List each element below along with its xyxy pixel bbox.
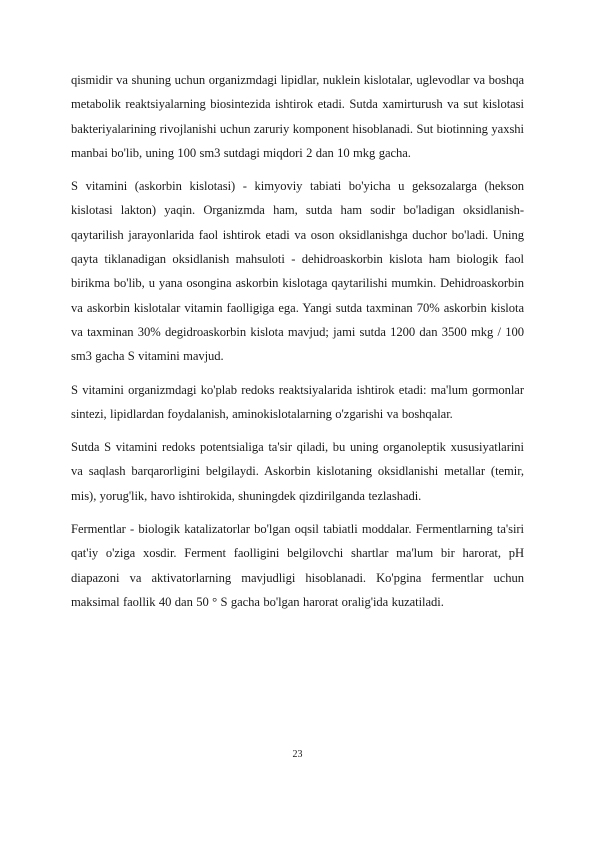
document-page-body: [71, 68, 524, 623]
paragraph-vitamin-c-milk: Sutda S vitamini redoks potentsialiga ta'sir qiladi, bu uning organoleptik xususiyatlarini va saqlash barqarorligini belgilaydi. Askorbin kislotaning oksidlanishi metallar (temir, mis), yorug'lik, havo ishtirokida, shuningdek qizdirilganda tezlashadi.: [71, 440, 524, 503]
paragraph-vitamin-c-redox: S vitamini organizmdagi ko'plab redoks reaktsiyalarida ishtirok etadi: ma'lum gormonlar sintezi, lipidlardan foydalanish, aminokislotalarning o'zgarishi va boshqalar.: [71, 382, 524, 421]
paragraph-enzymes: Fermentlar - biologik katalizatorlar bo'lgan oqsil tabiatli moddalar. Fermentlarning ta'siri qat'iy o'ziga xosdir. Ferment faolligini belgilovchi shartlar ma'lum bir harorat, pH diapazoni va aktivatorlarning mavjudligi hisoblanadi. Ko'pgina fermentlar uchun maksimal faollik 40 dan 50 ° S gacha bo'lgan harorat oralig'ida kuzatiladi.: [71, 522, 524, 609]
paragraph-biotin: qismidir va shuning uchun organizmdagi lipidlar, nuklein kislotalar, uglevodlar va boshqa metabolik reaktsiyalarning biosintezida ishtirok etadi. Sutda xamirturush va sut kislotasi bakteriyalarining rivojlanishi uchun zaruriy komponent hisoblanadi. Sut biotinning yaxshi manbai bo'lib, uning 100 sm3 sutdagi miqdori 2 dan 10 mkg gacha.: [71, 73, 524, 160]
page-number: 23: [292, 749, 303, 760]
paragraph-vitamin-c: S vitamini (askorbin kislotasi) - kimyoviy tabiati bo'yicha u geksozalarga (hekson kislotasi lakton) yaqin. Organizmda ham, sutda ham sodir bo'ladigan oksidlanish-qaytarilish jarayonlarida faol ishtirok etadi va oson oksidlanishga duchor bo'ladi. Uning qayta tiklanadigan oksidlanish mahsuloti - dehidroaskorbin kislota ham biologik faol birikma bo'lib, u yana osongina askorbin kislotaga qaytarilishi mumkin. Dehidroaskorbin va askorbin kislotalar vitamin faolligiga ega. Yangi sutda taxminan 70% askorbin kislota va taxminan 30% degidroaskorbin kislota mavjud; jami sutda 1200 dan 3500 mkg / 100 sm3 gacha S vitamini mavjud.: [71, 179, 524, 364]
